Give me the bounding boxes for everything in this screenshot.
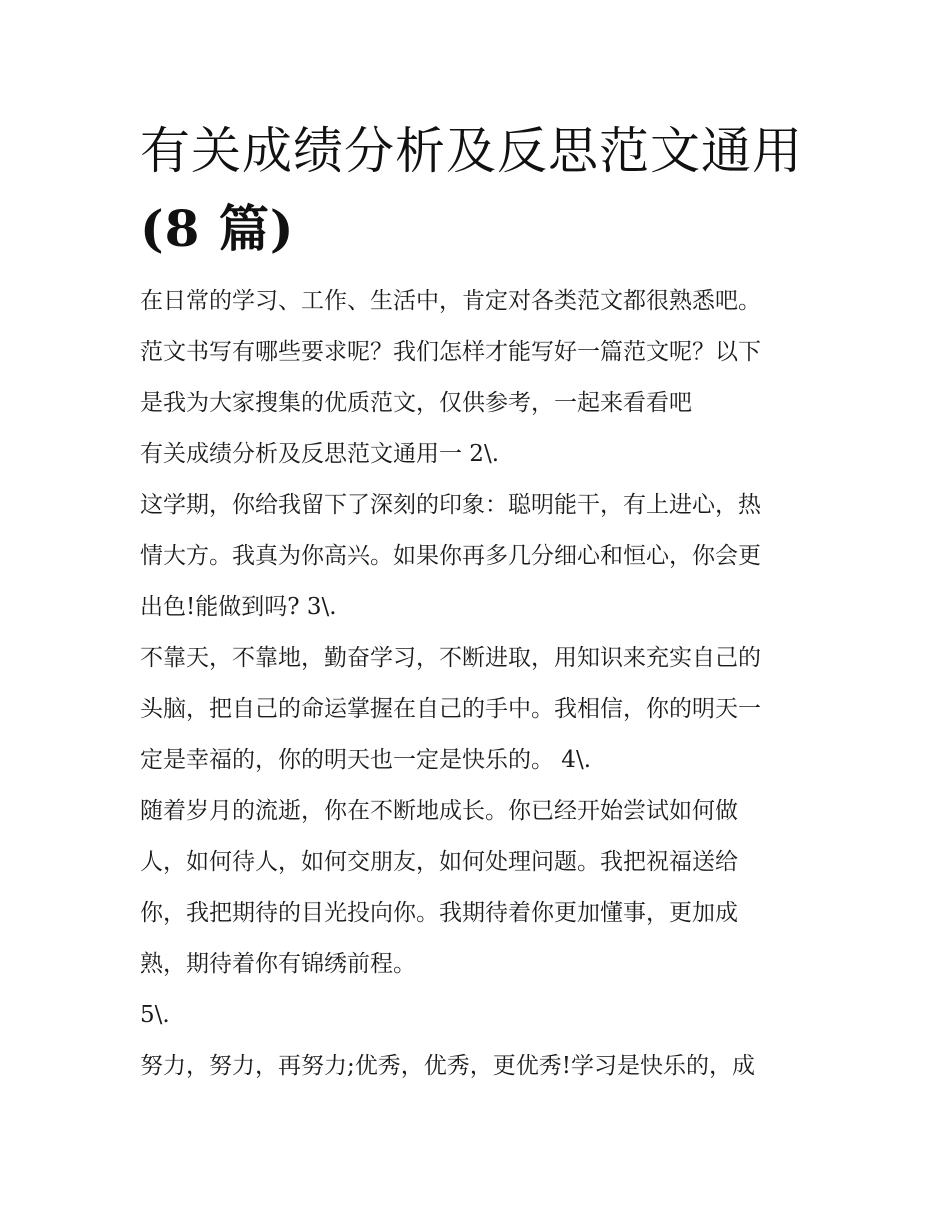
body-line: 出色!能做到吗? 3\.	[140, 594, 337, 620]
body-line: 情大方。我真为你高兴。如果你再多几分细心和恒心，你会更	[140, 543, 761, 569]
section-heading-1: 有关成绩分析及反思范文通用一 2\.	[140, 441, 500, 467]
body-line: 熟，期待着你有锦绣前程。	[140, 951, 416, 977]
body-line: 你，我把期待的目光投向你。我期待着你更加懂事，更加成	[140, 900, 738, 926]
body-line: 随着岁月的流逝，你在不断地成长。你已经开始尝试如何做	[140, 798, 738, 824]
body-line: 努力，努力，再努力;优秀，优秀，更优秀!学习是快乐的，成	[140, 1053, 755, 1079]
body-line: 头脑，把自己的命运掌握在自己的手中。我相信，你的明天一	[140, 696, 761, 722]
body-line: 范文书写有哪些要求呢？我们怎样才能写好一篇范文呢？以下	[140, 339, 761, 365]
section-number: 5\.	[140, 1002, 170, 1028]
title-line-1: 有关成绩分析及反思范文通用	[140, 122, 803, 180]
body-line: 定是幸福的，你的明天也一定是快乐的。 4\.	[140, 747, 592, 773]
body-line: 人，如何待人，如何交朋友，如何处理问题。我把祝福送给	[140, 849, 738, 875]
document-body	[140, 276, 820, 1092]
document-title	[140, 112, 820, 268]
body-line: 是我为大家搜集的优质范文，仅供参考，一起来看看吧	[140, 390, 692, 416]
body-line: 在日常的学习、工作、生活中，肯定对各类范文都很熟悉吧。	[140, 288, 761, 314]
body-line: 这学期，你给我留下了深刻的印象：聪明能干，有上进心，热	[140, 492, 761, 518]
title-line-2: (8 篇)	[140, 199, 295, 258]
body-line: 不靠天，不靠地，勤奋学习，不断进取，用知识来充实自己的	[140, 645, 761, 671]
